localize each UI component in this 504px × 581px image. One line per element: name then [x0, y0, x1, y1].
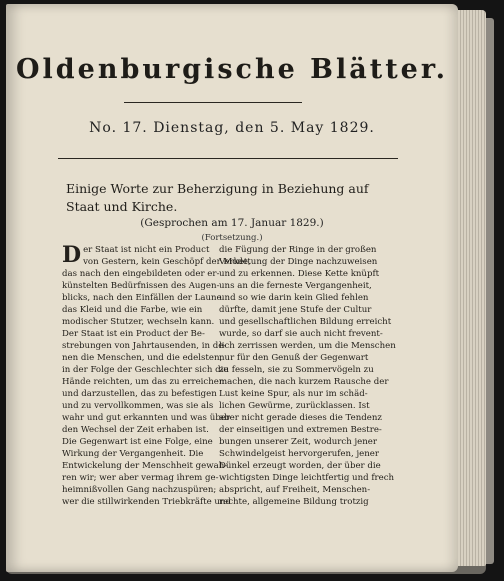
masthead: Oldenburgische Blätter. [15, 54, 449, 85]
text-line: den Wechsel der Zeit erhaben ist. [62, 425, 209, 435]
text-line: heimnißvollen Gang nachzuspüren; [62, 485, 217, 495]
text-line: aber nicht gerade dieses die Tendenz [219, 413, 382, 423]
text-line: dürfte, damit jene Stufe der Cultur [219, 305, 372, 315]
text-line: und so wie darin kein Glied fehlen [219, 293, 369, 303]
left-column [62, 242, 251, 508]
text-line: modischer Stutzer, wechseln kann. [62, 317, 215, 327]
book-cover-edge [486, 18, 494, 564]
text-line: der einseitigen und extremen Bestre- [219, 425, 382, 435]
text-line: wer die stillwirkenden Triebkräfte und [62, 497, 231, 507]
text-line: zu fesseln, sie zu Sommervögeln zu [219, 365, 374, 375]
text-line: das nach den eingebildeten oder er- [62, 269, 220, 279]
article-subtitle: (Gesprochen am 17. Januar 1829.) [140, 217, 324, 229]
text-line: von Gestern, kein Geschöpf der Mode, [83, 257, 251, 267]
text-line: künstelten Bedürfnissen des Augen- [62, 281, 220, 291]
text-line: Der Staat ist ein Product der Be- [62, 329, 205, 339]
text-line: wurde, so darf sie auch nicht frevent- [219, 329, 383, 339]
text-line: lich zerrissen werden, um die Menschen [219, 341, 396, 351]
text-line: Die Gegenwart ist eine Folge, eine [62, 437, 213, 447]
text-line: nen die Menschen, und die edelsten, [62, 353, 223, 363]
text-line: Entwickelung der Menschheit gewah- [62, 461, 228, 471]
text-line: Dünkel erzeugt worden, der über die [219, 461, 381, 471]
text-line: strebungen von Jahrtausenden, in de- [62, 341, 227, 351]
text-line: abspricht, auf Freiheit, Menschen- [219, 485, 371, 495]
text-line: bungen unserer Zeit, wodurch jener [219, 437, 377, 447]
text-line: das Kleid und die Farbe, wie ein [62, 305, 203, 315]
issue-line: No. 17. Dienstag, den 5. May 1829. [89, 120, 375, 136]
text-line: Hände reichten, um das zu erreichen [62, 377, 225, 387]
text-line: lichen Gewürme, zurücklassen. Ist [219, 401, 370, 411]
continuation-note: (Fortsetzung.) [201, 233, 263, 243]
text-line: er Staat ist nicht ein Product [83, 245, 210, 255]
issue-rule [58, 158, 398, 159]
text-line: die Fügung der Ringe in der großen [219, 245, 377, 255]
text-line: und darzustellen, das zu befestigen [62, 389, 217, 399]
text-line: Verkettung der Dinge nachzuweisen [219, 257, 378, 267]
text-line: Schwindelgeist hervorgerufen, jener [219, 449, 379, 459]
text-line: wahr und gut erkannten und was über [62, 413, 230, 423]
text-line: uns an die ferneste Vergangenheit, [219, 281, 372, 291]
text-line: blicks, nach den Einfällen der Laune [62, 293, 222, 303]
text-line: und gesellschaftlichen Bildung erreicht [219, 317, 392, 327]
text-line: rechte, allgemeine Bildung trotzig [219, 497, 369, 507]
article-title: Einige Worte zur Beherzigung in Beziehung auf Staat und Kirche. [66, 181, 369, 214]
text-line: wichtigsten Dinge leichtfertig und frech [219, 473, 395, 483]
text-line: machen, die nach kurzem Rausche der [219, 377, 389, 387]
text-line: und zu erkennen. Diese Kette knüpft [219, 269, 380, 279]
text-line: in der Folge der Geschlechter sich die [62, 365, 229, 375]
drop-cap: D [62, 242, 82, 268]
masthead-rule [124, 102, 302, 103]
right-column [219, 244, 396, 508]
text-line: ren wir; wer aber vermag ihrem ge- [62, 473, 219, 483]
page [6, 4, 458, 572]
text-line: Lust keine Spur, als nur im schäd- [219, 389, 368, 399]
text-line: und zu vervollkommen, was sie als [62, 401, 214, 411]
text-line: nur für den Genuß der Gegenwart [219, 353, 369, 363]
text-line: Wirkung der Vergangenheit. Die [62, 449, 204, 459]
